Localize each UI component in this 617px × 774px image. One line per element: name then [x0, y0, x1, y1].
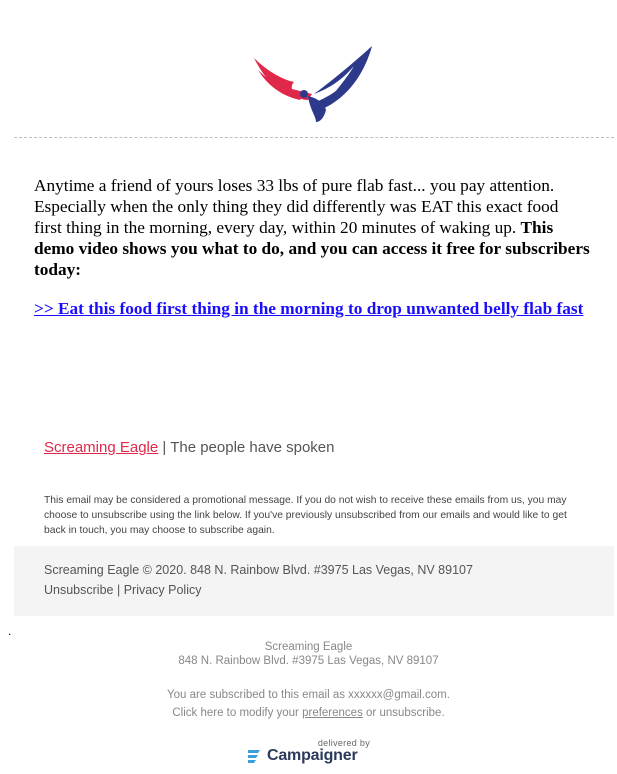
modify-line — [0, 706, 617, 720]
brand-line — [44, 439, 334, 456]
modify-prefix: Click here to modify your — [172, 707, 303, 719]
campaigner-wordmark: Campaigner — [267, 747, 358, 764]
bottom-address: 848 N. Rainbow Blvd. #3975 Las Vegas, NV 89107 — [178, 655, 439, 667]
stray-dot: . — [8, 624, 12, 638]
header-logo — [0, 40, 617, 124]
header-divider — [14, 137, 614, 138]
campaigner-badge[interactable] — [246, 738, 372, 768]
modify-suffix: or unsubscribe. — [362, 707, 445, 719]
preferences-link[interactable]: preferences — [302, 707, 363, 719]
footer-address: Screaming Eagle © 2020. 848 N. Rainbow Blvd. #3975 Las Vegas, NV 89107 — [44, 563, 473, 577]
campaigner-icon — [248, 749, 266, 763]
delivered-by-text: delivered by — [317, 738, 370, 748]
footer-box — [14, 546, 614, 616]
brand-link[interactable]: Screaming Eagle — [44, 439, 159, 456]
privacy-policy-link[interactable]: Privacy Policy — [123, 583, 202, 597]
body-paragraph — [34, 175, 590, 280]
subscribed-notice: You are subscribed to this email as xxxxxx@gmail.com. — [167, 689, 450, 701]
email-body — [34, 175, 590, 280]
unsubscribe-link[interactable]: Unsubscribe — [44, 583, 114, 597]
intro-text: Anytime a friend of yours loses 33 lbs of pure flab fast... you pay attention. Especially when the only thing they did differently was EAT this exact food first thing in the morning, every day, within 20 minutes of waking up. — [34, 176, 559, 237]
cta-link[interactable]: >> Eat this food first thing in the morning to drop unwanted belly flab fast — [34, 299, 584, 318]
brand-tagline: | The people have spoken — [158, 439, 335, 456]
disclaimer-text: This email may be considered a promotional message. If you do not wish to receive these emails from us, you may choose to unsubscribe using the link below. If you've previously unsubscribed from our emails and would like to get back in touch, you may choose to subscribe again. — [44, 495, 567, 536]
bold-text: This demo video shows you what to do, and you can access it free for subscribers today: — [34, 218, 590, 279]
footer-links — [44, 583, 201, 597]
bottom-company: Screaming Eagle — [264, 641, 353, 653]
eagle-logo-icon — [250, 44, 376, 122]
footer-separator: | — [113, 583, 124, 597]
